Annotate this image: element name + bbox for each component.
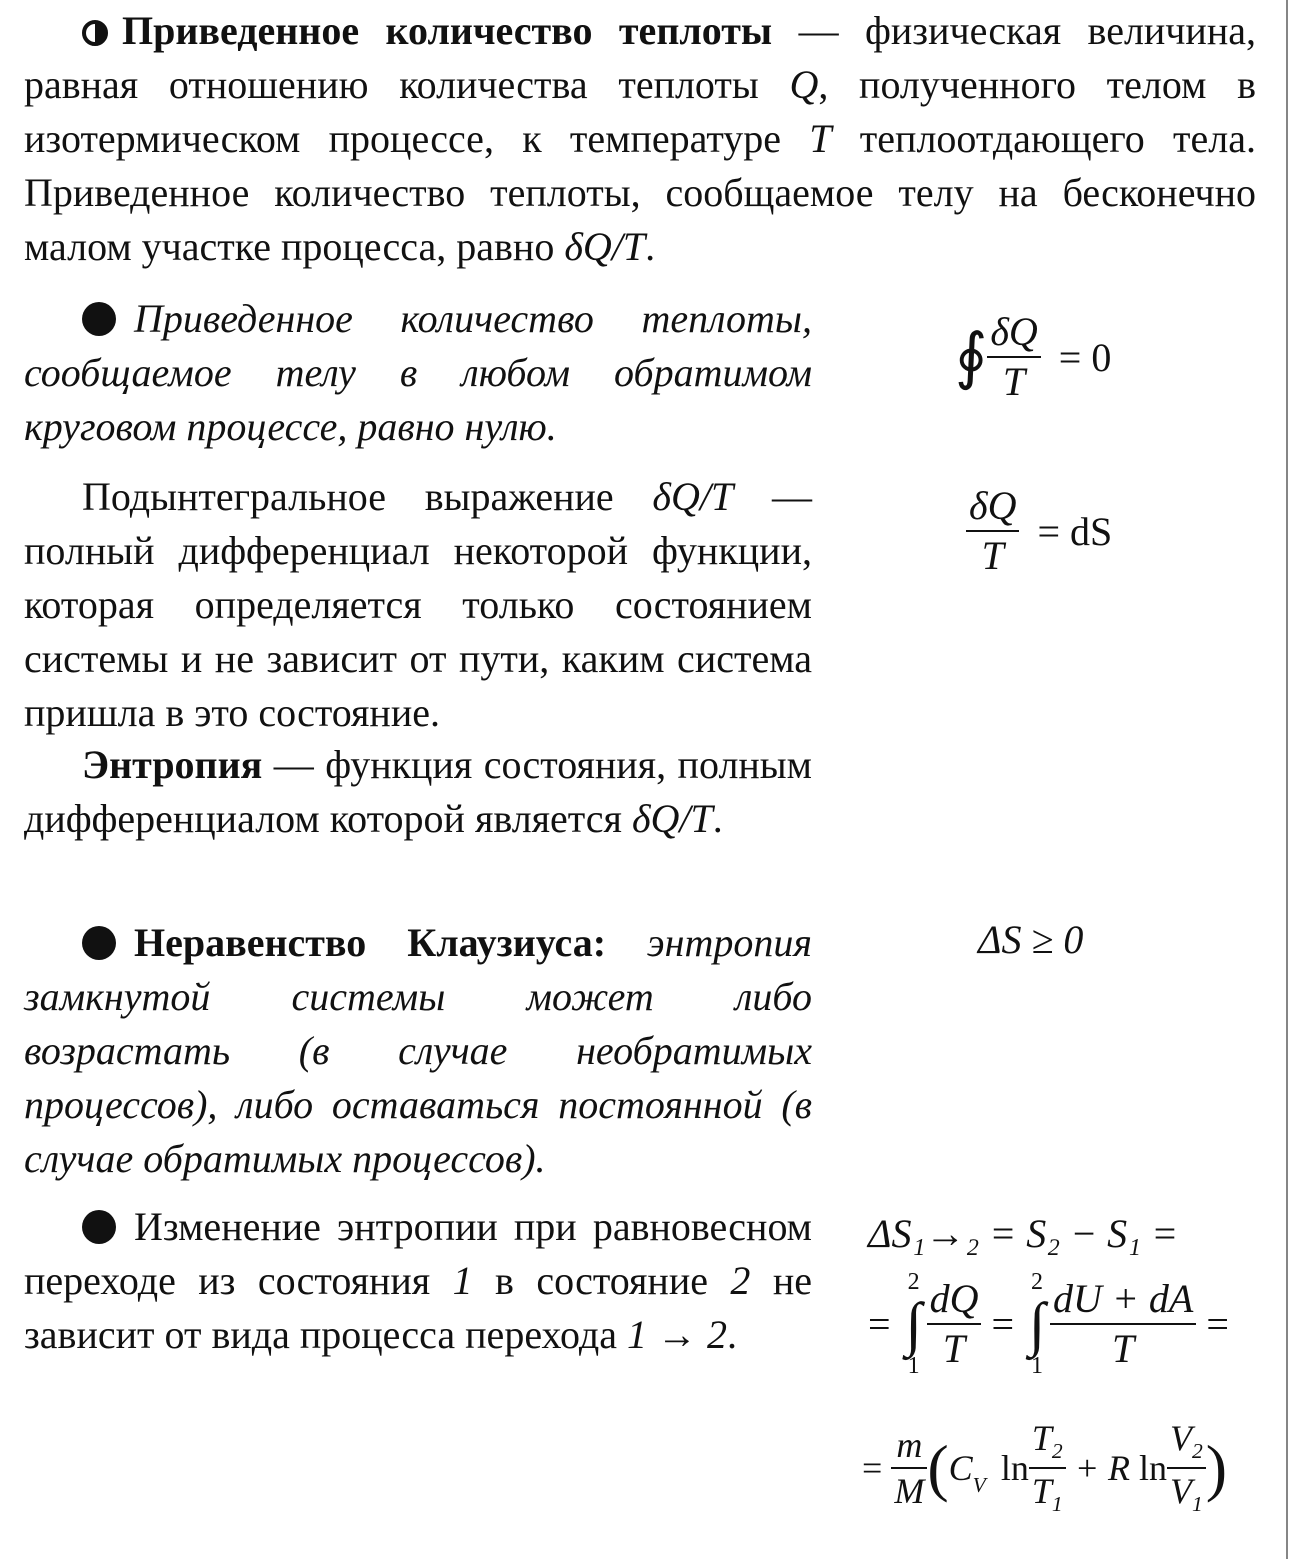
integral-2-numerator: dU + dA bbox=[1050, 1279, 1196, 1325]
differential-formula bbox=[966, 483, 1113, 578]
cycle-fraction bbox=[987, 309, 1040, 404]
volume-2-sub: 2 bbox=[1192, 1439, 1203, 1464]
entropy-change-line2: = 2 ∫ 1 $\frac{dQ}{T}$ = 2 ∫ 1 $\frac{dU + dA}{T}$ = bbox=[868, 1269, 1229, 1379]
volume-1-sub: 1 bbox=[1192, 1491, 1203, 1516]
entropy-change-line3: = $\frac{m}{M}$ ($C_V$ ln $\frac{T_2}{T_1}$ + R ln $\frac{V_2}{V_1}$ ) bbox=[862, 1418, 1228, 1516]
integrand-symbol: δQ/T bbox=[652, 474, 734, 519]
bullet-dot-icon bbox=[82, 926, 116, 960]
intro-text-3: теплоотдающего тела. Приведенное количество теплоты, сообщаемое телу на бесконечно малом участке процесса, равно bbox=[24, 116, 1256, 269]
temperature-1: T bbox=[1031, 1470, 1052, 1511]
entropy-change-transition: 1 → 2 bbox=[626, 1312, 727, 1357]
integral-2-fraction bbox=[1050, 1276, 1196, 1371]
bullet-dot-icon bbox=[82, 1210, 116, 1244]
entropy-change-state-1: 1 bbox=[452, 1258, 473, 1303]
cycle-theorem bbox=[24, 292, 812, 454]
differential-rhs: = dS bbox=[1037, 508, 1113, 554]
entropy-symbol: δQ/T bbox=[631, 796, 713, 841]
integral-2: 2 ∫ 1 bbox=[1024, 1270, 1050, 1378]
temperature-2-sub: 2 bbox=[1051, 1439, 1063, 1464]
mass-fraction bbox=[891, 1424, 927, 1511]
entropy-change-state-2: 2 bbox=[730, 1258, 751, 1303]
ln-1: ln bbox=[1000, 1447, 1029, 1488]
intro-text-4: . bbox=[645, 224, 656, 269]
mass-numerator: m bbox=[891, 1427, 927, 1469]
volume-2: V bbox=[1170, 1418, 1192, 1458]
gas-constant-term: + R bbox=[1074, 1447, 1130, 1488]
volume-1: V bbox=[1170, 1470, 1192, 1511]
heat-capacity-sub: V bbox=[972, 1473, 986, 1498]
entropy-change-text-3: не зависит от вида процесса перехода bbox=[24, 1258, 812, 1357]
contour-integral-sign: ∮ bbox=[955, 323, 988, 391]
entropy-change-text-1: Изменение энтропии при равновесном переходе из состояния bbox=[24, 1204, 812, 1303]
entropy-change-line1: ΔS₁→₂ = S₂ − S₁ = bbox=[868, 1211, 1179, 1256]
differential-numerator: δQ bbox=[966, 486, 1019, 532]
integrand-paragraph bbox=[24, 470, 812, 740]
clausius-text: энтропия замкнутой системы может либо возрастать (в случае необратимых процессов), либо оставаться постоянной (в случае обратимых процессов). bbox=[24, 920, 812, 1181]
heat-capacity: C bbox=[948, 1447, 973, 1488]
entropy-definition-text: — функция состояния, полным дифференциалом которой является bbox=[24, 742, 812, 841]
intro-term: Приведенное количество теплоты bbox=[122, 8, 773, 53]
clausius-formula: ΔS ≥ 0 bbox=[978, 917, 1084, 962]
integrand-text-2: — полный дифференциал некоторой функции, которая определяется только состоянием системы и не зависит от пути, каким система пришла в это состояние. bbox=[24, 474, 812, 735]
integral-2-lower: 1 bbox=[1031, 1353, 1044, 1379]
integrand-text-1: Подынтегральное выражение bbox=[82, 474, 653, 519]
integral-2-upper: 2 bbox=[1031, 1269, 1044, 1295]
integral-1-upper: 2 bbox=[907, 1269, 920, 1295]
volume-fraction bbox=[1167, 1420, 1206, 1516]
temperature-1-sub: 1 bbox=[1051, 1491, 1063, 1516]
integral-1-lower: 1 bbox=[907, 1353, 920, 1379]
intro-text-2: , полученного телом в изотермическом процессе, к температуре bbox=[24, 62, 1256, 161]
cycle-denominator: T bbox=[1002, 359, 1026, 404]
intro-symbol-t: T bbox=[809, 116, 832, 161]
intro-paragraph bbox=[24, 4, 1256, 274]
ln-2: ln bbox=[1138, 1447, 1167, 1488]
cycle-rhs: = 0 bbox=[1058, 334, 1112, 380]
mass-denominator: M bbox=[894, 1470, 925, 1511]
page-edge bbox=[1286, 0, 1288, 1559]
integral-2-denominator: T bbox=[1112, 1326, 1135, 1371]
integral-1: 2 ∫ 1 bbox=[901, 1270, 927, 1378]
integral-1-denominator: T bbox=[942, 1326, 966, 1371]
differential-fraction bbox=[966, 483, 1019, 578]
intro-text-1: — физическая величина, равная отношению количества теплоты bbox=[24, 8, 1256, 107]
differential-denominator: T bbox=[981, 533, 1004, 578]
entropy-term: Энтропия bbox=[82, 742, 263, 787]
entropy-definition-end: . bbox=[712, 796, 723, 841]
integral-1-fraction bbox=[927, 1276, 982, 1371]
entropy-definition bbox=[24, 738, 812, 846]
cycle-numerator: δQ bbox=[987, 312, 1040, 358]
cycle-formula bbox=[955, 309, 1112, 404]
entropy-change-text-4: . bbox=[726, 1312, 737, 1357]
temperature-fraction bbox=[1029, 1420, 1066, 1516]
bullet-dot-icon bbox=[82, 302, 116, 336]
cycle-theorem-text: Приведенное количество теплоты, сообщаемое телу в любом обратимом круговом процессе, равно нулю. bbox=[24, 296, 812, 449]
temperature-2: T bbox=[1031, 1418, 1052, 1458]
intro-symbol-dqt: δQ/T bbox=[564, 224, 646, 269]
integral-1-numerator: dQ bbox=[927, 1279, 982, 1325]
half-filled-circle-icon bbox=[82, 20, 108, 46]
clausius-term: Неравенство Клаузиуса: bbox=[134, 920, 607, 965]
intro-symbol-q: Q bbox=[789, 62, 819, 107]
clausius-paragraph bbox=[24, 916, 812, 1186]
entropy-change-text-2: в состояние bbox=[472, 1258, 731, 1303]
entropy-change-paragraph bbox=[24, 1200, 812, 1362]
